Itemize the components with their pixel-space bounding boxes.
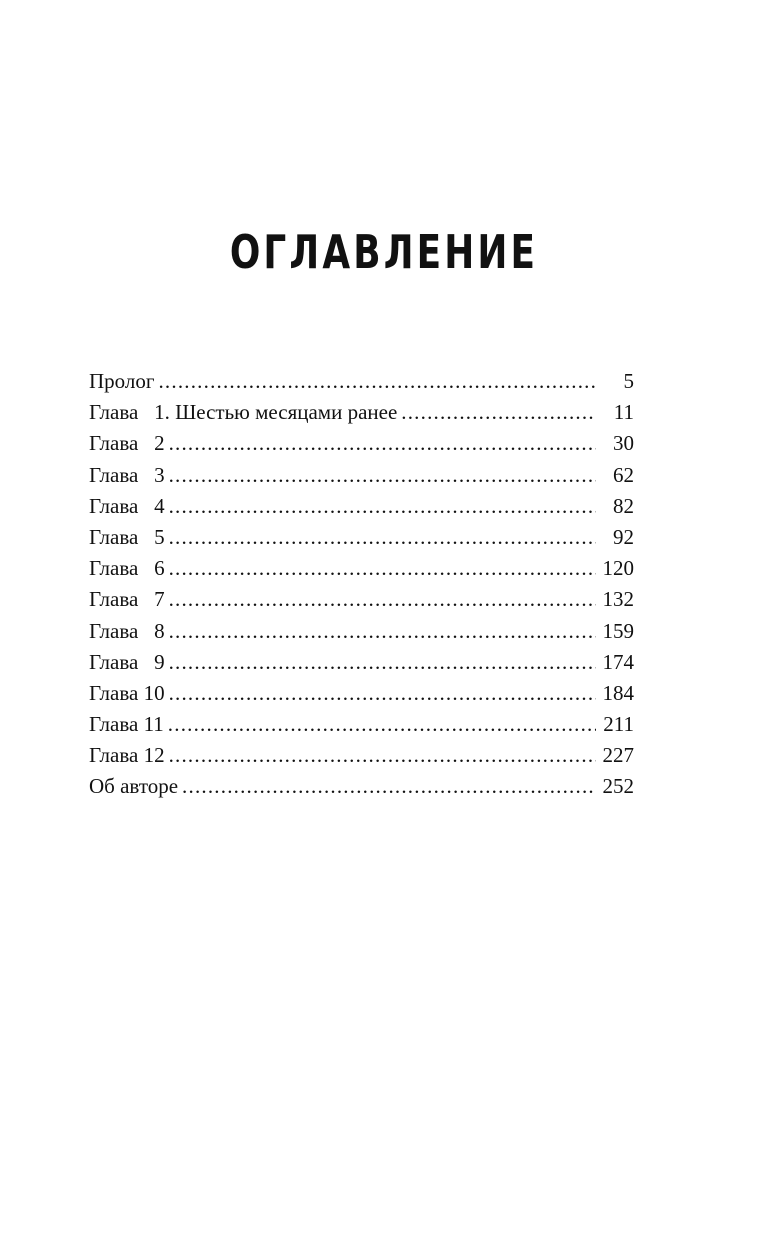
toc-entry-page: 11: [613, 400, 634, 425]
toc-entry-chapter-11: [89, 709, 634, 740]
toc-entry-page: 5: [623, 369, 634, 393]
toc-entry-label: Глава 12: [89, 743, 165, 768]
dot-leader: [169, 428, 596, 459]
dot-leader: [169, 491, 596, 522]
toc-entry-page: 159: [602, 618, 634, 643]
toc-entry-page: 82: [613, 493, 634, 518]
toc-entry-chapter-4: [89, 491, 634, 522]
toc-entry-label: Глава 10: [89, 680, 165, 705]
toc-entry-page: 120: [602, 556, 634, 581]
toc-entry-chapter-8: [89, 616, 634, 647]
toc-entry-label: Об авторе: [89, 774, 179, 799]
table-of-contents: [89, 366, 634, 803]
dot-leader: [169, 460, 596, 491]
toc-entry-chapter-6: [89, 553, 634, 584]
toc-entry-page: 92: [613, 524, 634, 549]
toc-entry-page: 174: [602, 649, 634, 674]
dot-leader: [158, 366, 596, 397]
dot-leader: [169, 740, 596, 771]
toc-entry-chapter-1: [89, 397, 634, 428]
toc-entry-chapter-5: [89, 522, 634, 553]
toc-entry-label: Глава 2: [89, 431, 165, 456]
toc-entry-chapter-12: [89, 740, 634, 771]
toc-entry-label: Глава 6: [89, 556, 165, 581]
toc-entry-chapter-3: [89, 460, 634, 491]
toc-entry-label: Глава 11: [89, 712, 164, 737]
toc-entry-page: 132: [602, 587, 634, 612]
dot-leader: [169, 647, 596, 678]
toc-entry-prologue: [89, 366, 634, 397]
toc-entry-label: Глава 4: [89, 493, 165, 518]
toc-entry-label: Глава 5: [89, 524, 165, 549]
dot-leader: [168, 709, 596, 740]
dot-leader: [169, 553, 596, 584]
toc-entry-chapter-7: [89, 584, 634, 615]
dot-leader: [169, 522, 596, 553]
page-title: ОГЛАВЛЕНИЕ: [229, 225, 539, 279]
toc-entry-chapter-2: [89, 428, 634, 459]
dot-leader: [169, 678, 596, 709]
toc-entry-page: 252: [602, 774, 634, 799]
toc-entry-page: 30: [613, 431, 634, 456]
toc-entry-page: 211: [603, 712, 634, 737]
dot-leader: [401, 397, 596, 428]
toc-entry-about-author: [89, 771, 634, 802]
toc-entry-label: Глава 9: [89, 649, 165, 674]
toc-entry-page: 227: [602, 743, 634, 768]
toc-entry-label: Пролог: [89, 369, 155, 393]
toc-entry-chapter-9: [89, 647, 634, 678]
toc-entry-label: Глава 8: [89, 618, 165, 643]
toc-entry-label: Глава 7: [89, 587, 165, 612]
dot-leader: [169, 616, 596, 647]
toc-entry-label: Глава 1. Шестью месяцами ранее: [89, 400, 398, 425]
toc-entry-page: 184: [602, 680, 634, 705]
dot-leader: [169, 584, 596, 615]
toc-entry-page: 62: [613, 462, 634, 487]
dot-leader: [182, 771, 596, 802]
toc-entry-chapter-10: [89, 678, 634, 709]
toc-entry-label: Глава 3: [89, 462, 165, 487]
